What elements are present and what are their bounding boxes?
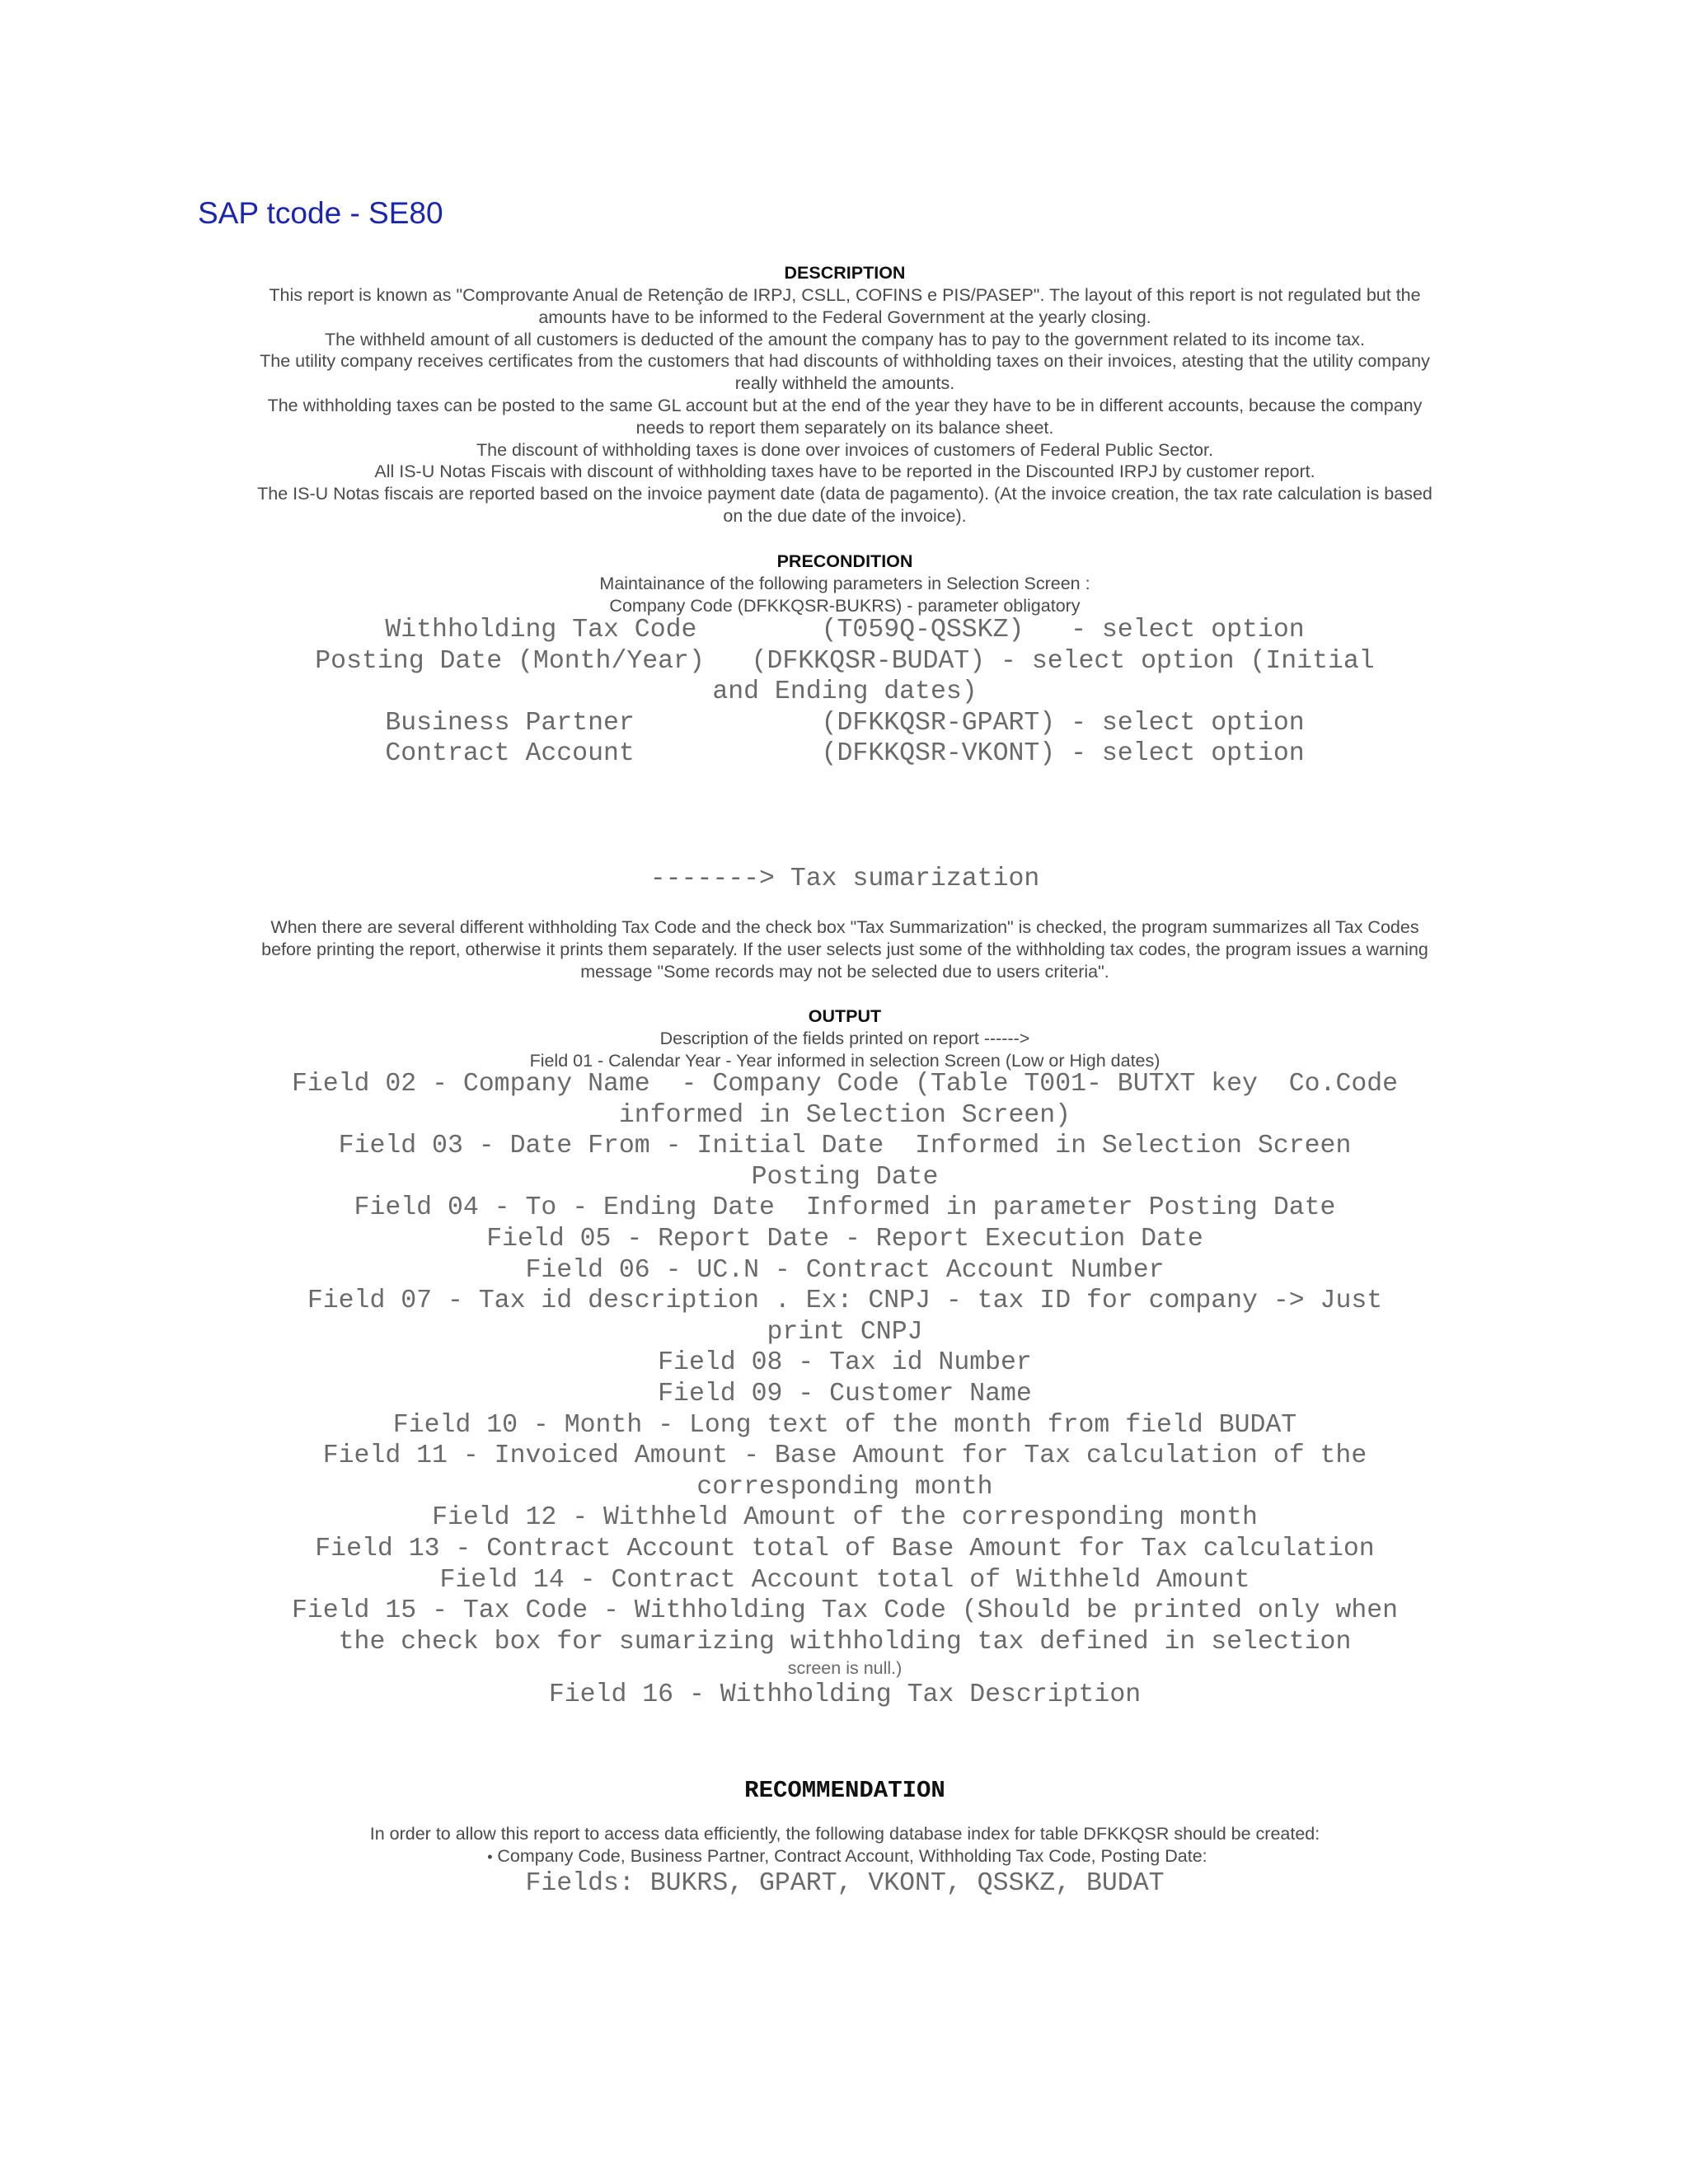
parameter-line: Business Partner (DFKKQSR-GPART) - select option <box>385 708 1305 738</box>
output-field-line: Posting Date <box>751 1162 939 1192</box>
tax-summarization-label <box>198 864 1492 895</box>
output-field-line: Field 03 - Date From - Initial Date Informed in Selection Screen <box>338 1132 1352 1161</box>
description-line: The withheld amount of all customers is deducted of the amount the company has to pay to the government related to its income tax. <box>324 329 1366 349</box>
description-line: on the due date of the invoice). <box>723 505 967 526</box>
recommendation-fields: Fields: BUKRS, GPART, VKONT, QSSKZ, BUDAT <box>525 1868 1165 1898</box>
output-field-line: Field 15 - Tax Code - Withholding Tax Code (Should be printed only when <box>291 1596 1399 1626</box>
output-field-line: Field 16 - Withholding Tax Description <box>548 1680 1142 1710</box>
recommendation-bullet-text: Company Code, Business Partner, Contract Account, Withholding Tax Code, Posting Date: <box>497 1845 1207 1866</box>
recommendation-intro: In order to allow this report to access data efficiently, the following database index for table DFKKQSR should be created: <box>369 1824 1320 1844</box>
output-field-line: Field 06 - UC.N - Contract Account Number <box>525 1255 1165 1285</box>
output-field-line: Field 04 - To - Ending Date Informed in parameter Posting Date <box>354 1193 1336 1223</box>
output-field-line: Field 09 - Customer Name <box>658 1379 1032 1408</box>
parameter-line: Withholding Tax Code (T059Q-QSSKZ) - select option <box>385 616 1305 644</box>
output-field-line: Field 11 - Invoiced Amount - Base Amount for Tax calculation of the <box>322 1441 1367 1471</box>
output-field15-tail: screen is null.) <box>787 1658 903 1679</box>
parameter-line: Contract Account (DFKKQSR-VKONT) - select option <box>385 739 1305 769</box>
output-heading: OUTPUT <box>808 1006 882 1026</box>
description-line: really withheld the amounts. <box>734 373 955 394</box>
parameter-line: Posting Date (Month/Year) (DFKKQSR-BUDAT) - select option (Initial <box>315 646 1375 676</box>
precondition-line: Company Code (DFKKQSR-BUKRS) - parameter obligatory <box>609 595 1081 616</box>
description-section <box>198 262 1492 527</box>
output-field-line: Field 05 - Report Date - Report Execution Date <box>486 1224 1203 1254</box>
description-heading: DESCRIPTION <box>784 263 906 283</box>
tax-summarization-line: message "Some records may not be selected due to users criteria". <box>580 961 1109 982</box>
description-line: The withholding taxes can be posted to the same GL account but at the end of the year they have to be in different accounts, because the company <box>267 395 1423 415</box>
precondition-section <box>198 551 1492 617</box>
output-field-line: Field 07 - Tax id description . Ex: CNPJ - tax ID for company -> Just <box>307 1286 1383 1316</box>
output-field-line: Field 02 - Company Name - Company Code (Table T001- BUTXT key Co.Code <box>291 1070 1399 1099</box>
output-line: Field 01 - Calendar Year - Year informed in selection Screen (Low or High dates) <box>529 1050 1160 1071</box>
output-section <box>198 1005 1492 1072</box>
description-line: needs to report them separately on its balance sheet. <box>635 417 1054 438</box>
tax-summarization-line: When there are several different withholding Tax Code and the check box "Tax Summarization" is checked, the program summarizes all Tax Codes <box>270 917 1419 937</box>
parameter-line: and Ending dates) <box>712 677 978 707</box>
tax-summarization-line: before printing the report, otherwise it prints them separately. If the user selects just some of the withholding tax codes, the program issues a warning <box>261 939 1428 959</box>
output-field-line: corresponding month <box>696 1472 993 1502</box>
description-line: All IS-U Notas Fiscais with discount of withholding taxes have to be reported in the Discounted IRPJ by customer report. <box>374 462 1315 482</box>
output-field-line: Field 12 - Withheld Amount of the corresponding month <box>432 1503 1258 1533</box>
description-line: The utility company receives certificates from the customers that had discounts of withholding taxes on their invoices, atesting that the utility company <box>260 351 1430 372</box>
output-field-line: Field 13 - Contract Account total of Base Amount for Tax calculation <box>315 1534 1375 1563</box>
recommendation-section <box>198 1777 1492 1805</box>
recommendation-text <box>198 1823 1492 1899</box>
output-field-line: Field 08 - Tax id Number <box>658 1348 1032 1378</box>
page-title: SAP tcode - SE80 <box>198 196 443 230</box>
output-field-line: informed in Selection Screen) <box>618 1100 1071 1130</box>
description-line: The IS-U Notas fiscais are reported based on the invoice payment date (data de pagamento). (At the invoice creation, the tax rate calculation is based <box>257 484 1432 504</box>
recommendation-bullet-item <box>198 1845 1492 1868</box>
recommendation-heading: RECOMMENDATION <box>744 1777 945 1804</box>
tax-summarization-text <box>198 916 1492 982</box>
selection-parameters <box>198 615 1492 770</box>
output-fields <box>198 1069 1492 1711</box>
output-field-line: Field 10 - Month - Long text of the month from field BUDAT <box>392 1410 1297 1440</box>
description-line: The discount of withholding taxes is done over invoices of customers of Federal Public Sector. <box>476 439 1213 460</box>
description-line: amounts have to be informed to the Federal Government at the yearly closing. <box>538 307 1151 327</box>
description-line: This report is known as "Comprovante Anual de Retenção de IRPJ, CSLL, COFINS e PIS/PASEP". The layout of this report is not regulated but the <box>269 285 1421 305</box>
tax-summarization-title: -------> Tax sumarization <box>649 865 1040 893</box>
output-line: Description of the fields printed on report ------> <box>659 1029 1030 1048</box>
precondition-line: Maintainance of the following parameters in Selection Screen : <box>599 574 1090 593</box>
output-field-line: print CNPJ <box>767 1317 923 1347</box>
precondition-heading: PRECONDITION <box>776 551 913 571</box>
bullet-icon: • <box>487 1848 493 1865</box>
output-field-line: Field 14 - Contract Account total of Withheld Amount <box>439 1565 1250 1595</box>
output-field-line: the check box for sumarizing withholding tax defined in selection <box>338 1627 1352 1657</box>
